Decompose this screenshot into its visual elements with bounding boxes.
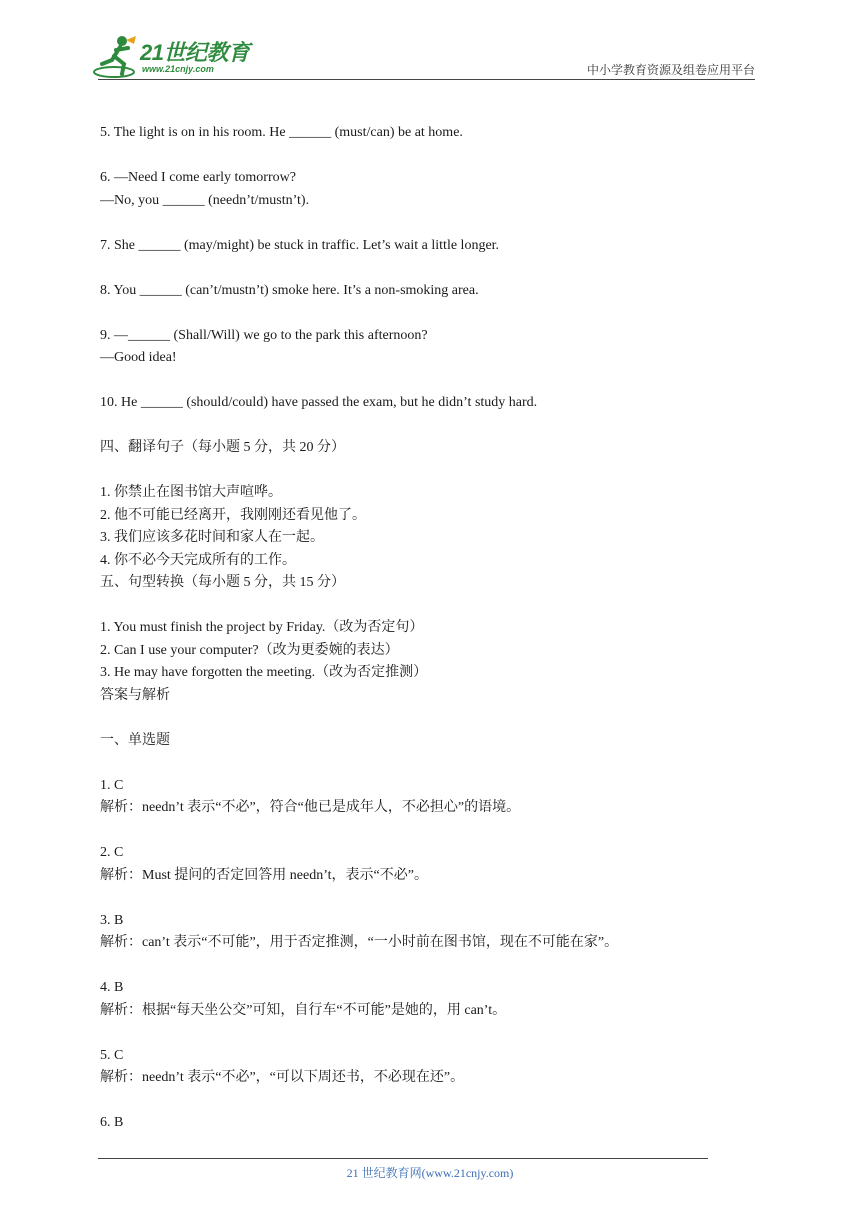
doc-line: 9. —______ (Shall/Will) we go to the park this afternoon? xyxy=(100,327,428,343)
section-heading: 五、句型转换（每小题 5 分，共 15 分） xyxy=(100,575,345,590)
doc-line: 10. He ______ (should/could) have passed the exam, but he didn’t study hard. xyxy=(100,395,538,410)
doc-line xyxy=(100,415,740,438)
doc-line xyxy=(100,460,740,483)
doc-line: 5. The light is on in his room. He ______ (must/can) be at home. xyxy=(100,125,463,140)
logo-title: 21世纪教育 xyxy=(140,40,250,65)
doc-line: 8. You ______ (can’t/mustn’t) smoke here. It’s a non-smoking area. xyxy=(100,282,479,298)
site-logo xyxy=(92,34,262,80)
document-body xyxy=(100,122,740,1135)
explanation-line: 解析：can’t 表示“不可能”，用于否定推测，“一小时前在图书馆，现在不可能在家”。 xyxy=(100,935,619,950)
platform-name: 中小学教育资源及组卷应用平台 xyxy=(586,63,755,77)
doc-line: —No, you ______ (needn’t/mustn’t). xyxy=(100,192,310,208)
footer-divider xyxy=(98,1158,708,1159)
doc-line: 3. 我们应该多花时间和家人在一起。 xyxy=(100,530,324,545)
doc-line: —Good idea! xyxy=(100,350,177,365)
logo-url: www.21cnjy.com xyxy=(142,64,214,74)
doc-line xyxy=(100,820,740,843)
explanation-line: 解析：根据“每天坐公交”可知，自行车“不可能”是她的，用 can’t。 xyxy=(100,1002,507,1018)
doc-line: 2. 他不可能已经离开，我刚刚还看见他了。 xyxy=(100,507,366,523)
footer-text: 21 世纪教育网(www.21cnjy.com) xyxy=(346,1166,514,1180)
doc-line xyxy=(100,887,740,910)
answer-line: 6. B xyxy=(100,1115,124,1130)
doc-line xyxy=(100,1022,740,1045)
doc-line: 6. —Need I come early tomorrow? xyxy=(100,170,296,185)
doc-line xyxy=(100,707,740,730)
doc-line xyxy=(100,752,740,775)
section-heading: 答案与解析 xyxy=(100,687,170,703)
doc-line: 7. She ______ (may/might) be stuck in traffic. Let’s wait a little longer. xyxy=(100,237,500,253)
doc-line xyxy=(100,257,740,280)
answer-line: 1. C xyxy=(100,777,124,793)
doc-line xyxy=(100,1090,740,1113)
doc-line: 3. He may have forgotten the meeting.（改为否定推测） xyxy=(100,665,428,680)
doc-line: 4. 你不必今天完成所有的工作。 xyxy=(100,552,296,568)
doc-line xyxy=(100,370,740,393)
answer-line: 5. C xyxy=(100,1047,124,1063)
section-heading: 四、翻译句子（每小题 5 分，共 20 分） xyxy=(100,440,345,455)
page-header xyxy=(0,0,860,90)
runner-logo-icon xyxy=(92,34,142,80)
explanation-line: 解析：Must 提问的否定回答用 needn’t，表示“不必”。 xyxy=(100,867,428,883)
answer-line: 4. B xyxy=(100,980,124,995)
doc-line: 1. 你禁止在图书馆大声喧哗。 xyxy=(100,485,282,500)
doc-line xyxy=(100,145,740,168)
doc-line: 2. Can I use your computer?（改为更委婉的表达） xyxy=(100,642,399,658)
answer-line: 2. C xyxy=(100,845,124,860)
doc-line xyxy=(100,955,740,978)
header-divider xyxy=(98,79,755,80)
section-heading: 一、单选题 xyxy=(100,732,170,748)
doc-line xyxy=(100,595,740,618)
doc-line xyxy=(100,212,740,235)
doc-line: 1. You must finish the project by Friday.（改为否定句） xyxy=(100,620,424,635)
answer-line: 3. B xyxy=(100,912,124,928)
doc-line xyxy=(100,302,740,325)
explanation-line: 解析：needn’t 表示“不必”，“可以下周还书，不必现在还”。 xyxy=(100,1070,465,1085)
explanation-line: 解析：needn’t 表示“不必”，符合“他已是成年人，不必担心”的语境。 xyxy=(100,800,521,815)
